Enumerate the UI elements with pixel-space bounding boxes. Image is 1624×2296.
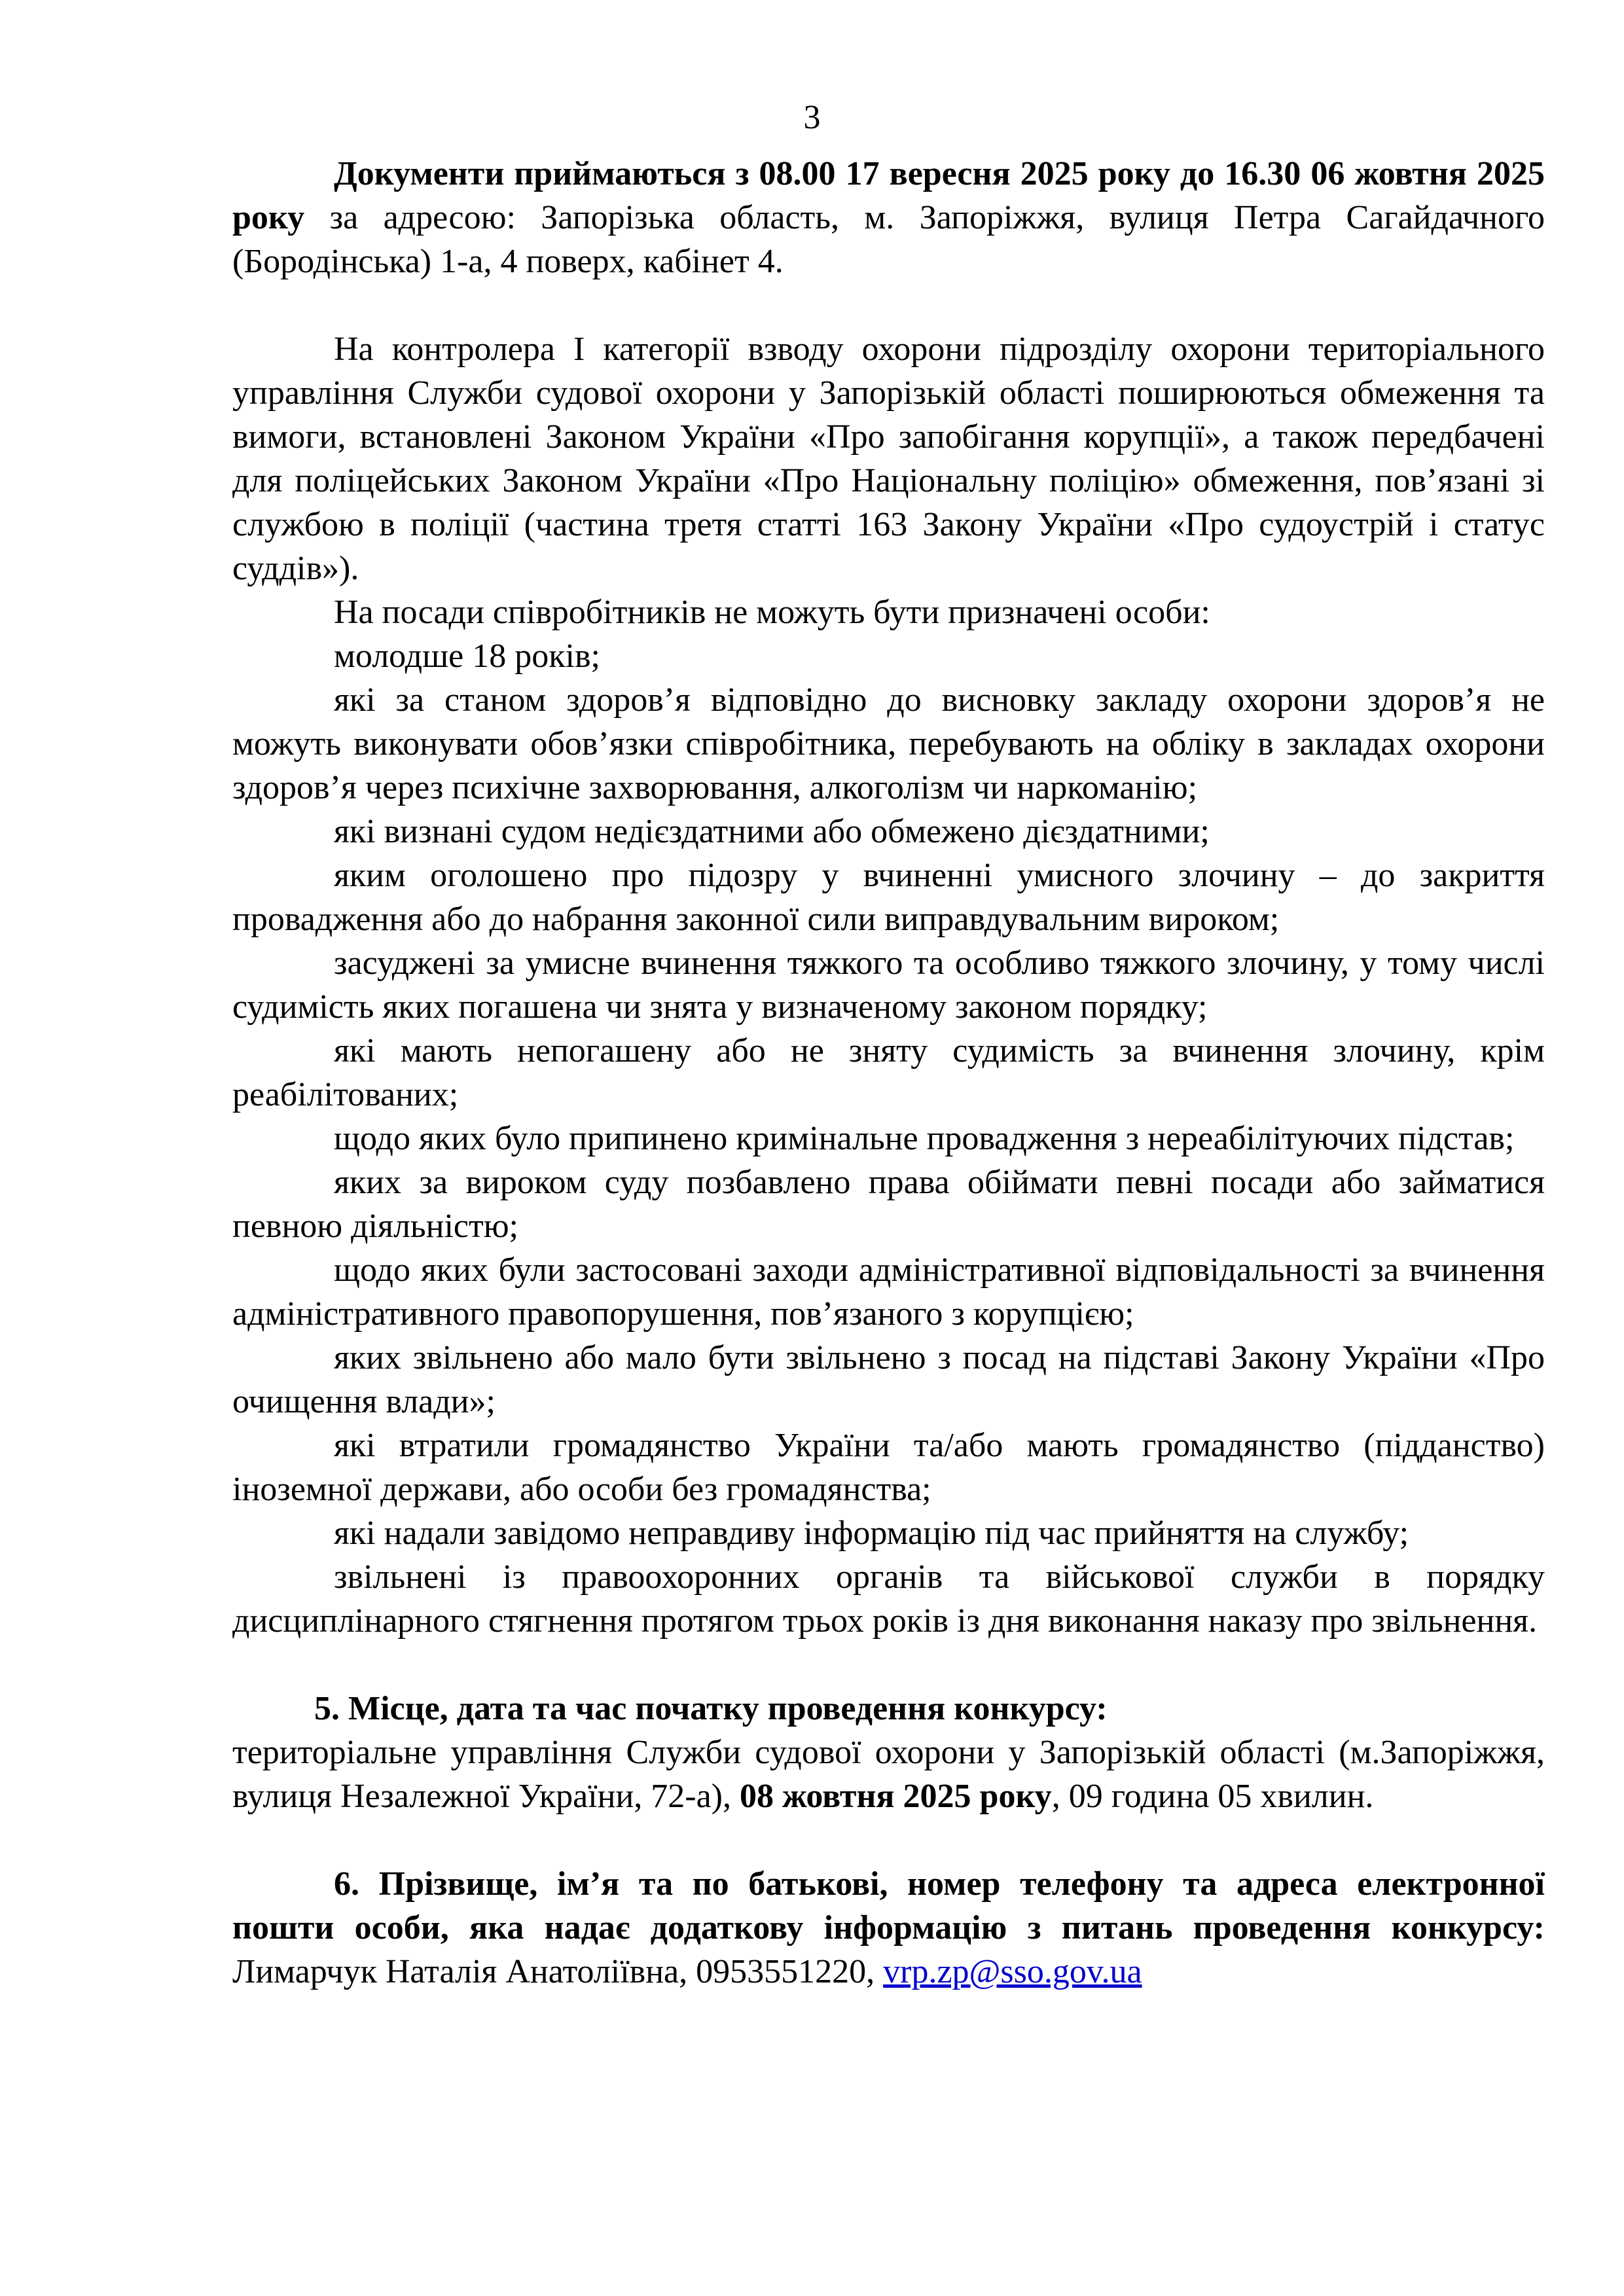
list-item: які за станом здоров’я відповідно до висновку закладу охорони здоров’я не можуть виконувати обов’язки співробітника, перебувають на обліку в закладах охорони здоров’я через психічне захворювання, алкоголізм чи наркоманію; (232, 681, 1545, 806)
list-item: яких звільнено або мало бути звільнено з посад на підставі Закону України «Про очищення влади»; (232, 1339, 1545, 1420)
section-5-heading: 5. Місце, дата та час початку проведення конкурсу: (314, 1690, 1108, 1727)
list-item: засуджені за умисне вчинення тяжкого та особливо тяжкого злочину, у тому числі судимість яких погашена чи знята у визначеному законом порядку; (232, 944, 1545, 1026)
contact-person: Лимарчук Наталія Анатоліївна, 0953551220, (232, 1953, 884, 1990)
section-5-text (232, 1731, 1545, 1818)
spacer (232, 1643, 1545, 1687)
competition-location: територіальне управління Служби судової охорони у Запорізькій області (м.Запоріжжя, вулиця Незалежної України, 72-а), (232, 1734, 1545, 1815)
list-item: які втратили громадянство України та/або мають громадянство (підданство) іноземної держави, або особи без громадянства; (232, 1427, 1545, 1508)
list-item: звільнені із правоохоронних органів та військової служби в порядку дисциплінарного стягнення протягом трьох років із дня виконання наказу про звільнення. (232, 1558, 1545, 1640)
intro-paragraph (232, 152, 1545, 283)
restrictions-paragraph: На контролера І категорії взводу охорони підрозділу охорони територіального управління Служби судової охорони у Запорізькій області поширюються обмеження та вимоги, встановлені Законом України «Про запобігання корупції», а також передбачені для поліцейських Законом України «Про Національну поліцію» обмеження, пов’язані зі службою в поліції (частина третя статті 163 Закону України «Про судоустрій і статус суддів»). (232, 331, 1545, 587)
section-6-paragraph (232, 1862, 1545, 1994)
list-item: які мають непогашену або не зняту судимість за вчинення злочину, крім реабілітованих; (232, 1032, 1545, 1113)
competition-date: 08 жовтня 2025 року (740, 1778, 1052, 1815)
list-item: які надали завідомо неправдиву інформацію під час прийняття на службу; (334, 1515, 1409, 1552)
list-item: молодше 18 років; (334, 637, 600, 675)
competition-time: , 09 година 05 хвилин. (1051, 1778, 1374, 1815)
list-item: яких за вироком суду позбавлено права обіймати певні посади або займатися певною діяльністю; (232, 1164, 1545, 1245)
intro-address: за адресою: Запорізька область, м. Запоріжжя, вулиця Петра Сагайдачного (Бородінська) 1-а, 4 поверх, кабінет 4. (232, 199, 1545, 280)
list-item: щодо яких було припинено кримінальне провадження з нереабілітуючих підстав; (334, 1120, 1515, 1157)
list-item: які визнані судом недієздатними або обмежено дієздатними; (334, 813, 1210, 850)
contact-email-link[interactable]: vrp.zp@sso.gov.ua (883, 1953, 1142, 1990)
page-number: 3 (803, 99, 821, 136)
list-item: яким оголошено про підозру у вчиненні умисного злочину – до закриття провадження або до набрання законної сили виправдувальним вироком; (232, 857, 1545, 938)
spacer (232, 283, 1545, 327)
list-item: щодо яких були застосовані заходи адміністративної відповідальності за вчинення адміністративного правопорушення, пов’язаного з корупцією; (232, 1251, 1545, 1333)
document-body (232, 152, 1545, 1994)
spacer (232, 1818, 1545, 1862)
documents-accepted-dates: Документи приймаються з 08.00 17 вересня 2025 року до 16.30 06 жовтня 2025 року (232, 155, 1545, 236)
section-6-heading: 6. Прізвище, ім’я та по батькові, номер телефону та адреса електронної пошти особи, яка надає додаткову інформацію з питань проведення конкурсу: (232, 1865, 1545, 1946)
cannot-be-appointed-intro: На посади співробітників не можуть бути призначені особи: (334, 594, 1210, 631)
